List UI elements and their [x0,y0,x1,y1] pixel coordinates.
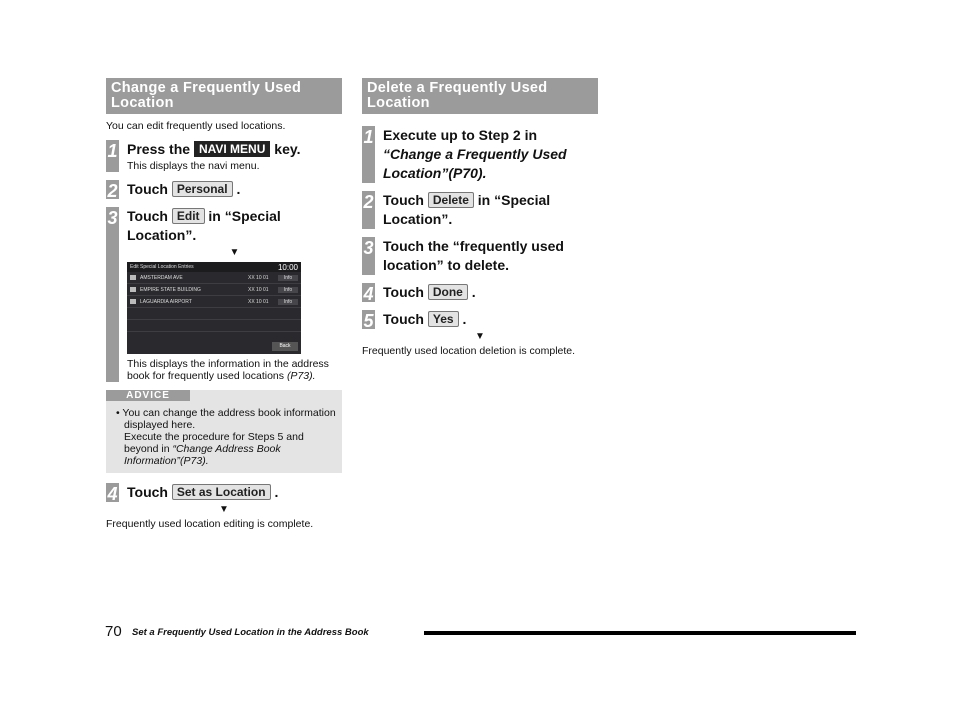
step-4 [362,283,598,302]
step-2 [362,191,598,229]
delete-button-label: Delete [428,192,474,208]
step-3 [106,207,342,382]
page-ref: (P73). [286,370,316,382]
step-title [383,283,598,302]
done-button-label: Done [428,284,468,300]
row-code: XX 10 01 [248,298,269,305]
page-ref: “Change Address Book Information”(P73). [124,443,281,467]
step-text: . [471,284,476,300]
screen-row [127,284,301,296]
step-2 [106,180,342,199]
row-name: AMSTERDAM AVE [140,274,183,281]
step-number: 1 [363,127,374,147]
step-text: . [236,181,241,197]
step-text: in “Special Location”. [383,192,551,227]
down-arrow-icon: ▼ [229,247,240,258]
completion-text: Frequently used location deletion is complete. [362,345,576,357]
step-number: 4 [107,484,118,504]
step-1 [106,140,342,172]
screen-title: Edit Special Location Entries [130,264,194,270]
step-bar [106,207,119,382]
step-text: . [462,311,467,327]
step-number: 2 [363,192,374,212]
step-1 [362,126,598,183]
bullet-icon: • [116,407,120,419]
step-number: 3 [363,238,374,258]
row-info: Info [278,275,298,281]
step-title [127,483,342,502]
location-icon [130,287,136,292]
location-icon [130,299,136,304]
down-arrow-icon: ▼ [475,331,485,342]
step-title [127,180,342,199]
edit-button-label: Edit [172,208,205,224]
step-text: This displays the information in the address book for frequently used locations [127,358,329,382]
page-ref: “Change a Frequently Used Location”(P70). [383,146,567,181]
step-text: key. [274,141,301,157]
row-info: Info [278,287,298,293]
step-number: 2 [107,181,118,201]
step-number: 5 [363,311,374,331]
step-4 [106,483,342,502]
section-change-location [106,78,342,530]
step-text: Touch [383,192,424,208]
advice-item [112,407,336,467]
completion-text: Frequently used location editing is complete. [106,518,314,530]
screen-title-bar [127,262,301,272]
step-title: Touch the “frequently used location” to delete. [383,238,564,273]
step-3 [362,237,598,275]
intro-text: You can edit frequently used locations. [106,120,286,132]
navi-screenshot [127,262,301,354]
step-text: in “Special Location”. [127,208,281,243]
personal-button-label: Personal [172,181,233,197]
set-as-location-button-label: Set as Location [172,484,271,500]
screen-row-empty [127,308,301,320]
step-number: 4 [363,284,374,304]
step-description [127,358,342,382]
step-text: Touch [127,181,168,197]
down-arrow-icon: ▼ [219,504,229,515]
step-number: 3 [107,208,118,228]
step-5 [362,310,598,329]
row-name: EMPIRE STATE BUILDING [140,286,201,293]
step-description: This displays the navi menu. [127,160,260,172]
screen-row [127,272,301,284]
navi-menu-key: NAVI MENU [194,141,270,157]
screen-back-button: Back [272,342,298,351]
step-title [383,310,598,329]
yes-button-label: Yes [428,311,459,327]
page-number: 70 [105,623,122,640]
step-text: Execute up to Step 2 in [383,127,538,143]
step-text: Touch [127,208,168,224]
advice-text: Execute the procedure for Steps 5 and beyond in [124,431,304,455]
step-title [383,191,598,229]
step-text: . [274,484,279,500]
row-code: XX 10 01 [248,274,269,281]
screen-row [127,296,301,308]
advice-box [106,390,342,473]
step-text: Touch [383,311,424,327]
location-icon [130,275,136,280]
step-title [127,207,342,245]
step-text: Touch [127,484,168,500]
step-text: Press the [127,141,191,157]
advice-text: You can change the address book information displayed here. [122,407,336,431]
section-delete-location [362,78,598,357]
step-number: 1 [107,141,118,161]
screen-clock: 10:00 [277,262,298,272]
section-header: Change a Frequently Used Location [106,78,342,114]
screen-row-empty [127,320,301,332]
step-title [127,140,342,159]
row-code: XX 10 01 [248,286,269,293]
step-title [383,126,598,183]
step-text: Touch [383,284,424,300]
footer-rule [424,631,856,635]
row-name: LAGUARDIA AIRPORT [140,298,192,305]
row-info: Info [278,299,298,305]
section-header: Delete a Frequently Used Location [362,78,598,114]
footer-title: Set a Frequently Used Location in the Address Book [132,627,369,638]
advice-tag: ADVICE [106,390,190,401]
